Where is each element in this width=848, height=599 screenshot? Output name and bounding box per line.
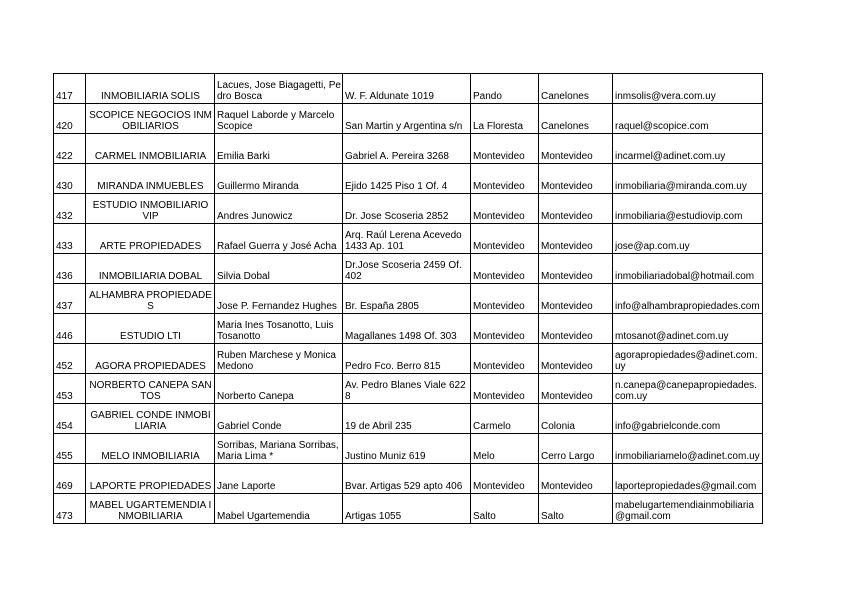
cell-city (471, 134, 539, 164)
cell-department (539, 494, 613, 524)
cell-text-name: ESTUDIO INMOBILIARIO VIP (92, 200, 209, 222)
cell-text-department: Montevideo (541, 301, 593, 312)
cell-text-id: 446 (56, 331, 73, 342)
cell-text-name: ALHAMBRA PROPIEDADES (89, 290, 212, 312)
cell-department (539, 134, 613, 164)
cell-contact (215, 164, 343, 194)
cell-text-department: Montevideo (541, 241, 593, 252)
cell-text-department: Colonia (541, 421, 575, 432)
cell-text-address: Bvar. Artigas 529 apto 406 (345, 481, 463, 492)
cell-id (54, 284, 86, 314)
cell-company-name (86, 344, 215, 374)
cell-email (613, 74, 763, 104)
cell-contact (215, 344, 343, 374)
cell-text-city: Montevideo (473, 271, 525, 282)
table-row (54, 434, 763, 464)
table-body (54, 74, 763, 524)
cell-company-name (86, 284, 215, 314)
cell-email (613, 104, 763, 134)
table-row (54, 404, 763, 434)
cell-contact (215, 74, 343, 104)
cell-company-name (86, 224, 215, 254)
cell-company-name (86, 134, 215, 164)
cell-text-email: info@gabrielconde.com (615, 421, 721, 432)
table-row (54, 374, 763, 404)
cell-department (539, 464, 613, 494)
cell-text-contact: Gabriel Conde (217, 421, 282, 432)
cell-city (471, 494, 539, 524)
cell-address (343, 254, 471, 284)
cell-address (343, 74, 471, 104)
cell-city (471, 464, 539, 494)
cell-text-department: Canelones (541, 121, 589, 132)
cell-id (54, 344, 86, 374)
cell-text-contact: Lacues, Jose Biagagetti, Pedro Bosca (217, 80, 341, 102)
cell-text-email: mtosanot@adinet.com.uy (615, 331, 729, 342)
cell-address (343, 314, 471, 344)
cell-city (471, 374, 539, 404)
cell-text-department: Cerro Largo (541, 451, 595, 462)
cell-text-email: raquel@scopice.com (615, 121, 709, 132)
cell-email (613, 314, 763, 344)
table-row (54, 284, 763, 314)
cell-company-name (86, 74, 215, 104)
cell-address (343, 104, 471, 134)
cell-text-id: 436 (56, 271, 73, 282)
cell-id (54, 434, 86, 464)
cell-company-name (86, 374, 215, 404)
cell-department (539, 314, 613, 344)
table-row (54, 464, 763, 494)
cell-id (54, 464, 86, 494)
cell-id (54, 314, 86, 344)
cell-company-name (86, 194, 215, 224)
cell-contact (215, 404, 343, 434)
cell-text-id: 432 (56, 211, 73, 222)
cell-email (613, 434, 763, 464)
cell-text-id: 417 (56, 91, 73, 102)
cell-id (54, 104, 86, 134)
cell-id (54, 164, 86, 194)
cell-city (471, 254, 539, 284)
table-row (54, 344, 763, 374)
cell-company-name (86, 314, 215, 344)
cell-address (343, 134, 471, 164)
cell-company-name (86, 494, 215, 524)
cell-text-email: inmobiliaria@estudiovip.com (615, 211, 743, 222)
cell-text-city: Pando (473, 91, 502, 102)
cell-department (539, 284, 613, 314)
cell-city (471, 314, 539, 344)
cell-address (343, 344, 471, 374)
cell-address (343, 374, 471, 404)
cell-department (539, 74, 613, 104)
cell-text-email: incarmel@adinet.com.uy (615, 151, 726, 162)
cell-city (471, 74, 539, 104)
cell-text-email: mabelugartemendiainmobiliaria@gmail.com (615, 500, 754, 522)
table-row (54, 134, 763, 164)
cell-text-city: Montevideo (473, 241, 525, 252)
cell-email (613, 464, 763, 494)
cell-text-email: inmobiliariamelo@adinet.com.uy (615, 451, 760, 462)
cell-text-department: Montevideo (541, 271, 593, 282)
cell-text-address: Dr.Jose Scoseria 2459 Of. 402 (345, 260, 462, 282)
cell-text-contact: Guillermo Miranda (217, 181, 299, 192)
cell-contact (215, 464, 343, 494)
cell-text-department: Montevideo (541, 331, 593, 342)
cell-address (343, 164, 471, 194)
cell-contact (215, 224, 343, 254)
cell-text-name: MELO INMOBILIARIA (101, 451, 200, 462)
cell-text-id: 469 (56, 481, 73, 492)
cell-text-id: 420 (56, 121, 73, 132)
cell-text-email: jose@ap.com.uy (615, 241, 690, 252)
cell-email (613, 224, 763, 254)
cell-text-name: AGORA PROPIEDADES (95, 361, 206, 372)
cell-id (54, 494, 86, 524)
cell-contact (215, 284, 343, 314)
cell-department (539, 254, 613, 284)
cell-text-email: info@alhambrapropiedades.com (615, 301, 760, 312)
table-row (54, 494, 763, 524)
cell-city (471, 164, 539, 194)
cell-text-address: Artigas 1055 (345, 511, 402, 522)
cell-text-city: Carmelo (473, 421, 511, 432)
cell-text-id: 437 (56, 301, 73, 312)
cell-text-name: GABRIEL CONDE INMOBILIARIA (90, 410, 211, 432)
cell-text-name: SCOPICE NEGOCIOS INMOBILIARIOS (89, 110, 212, 132)
table-row (54, 254, 763, 284)
cell-text-contact: Mabel Ugartemendia (217, 511, 310, 522)
cell-text-department: Montevideo (541, 151, 593, 162)
cell-id (54, 254, 86, 284)
cell-contact (215, 194, 343, 224)
cell-text-email: inmobiliariadobal@hotmail.com (615, 271, 755, 282)
cell-text-contact: Emilia Barki (217, 151, 270, 162)
cell-contact (215, 104, 343, 134)
cell-city (471, 194, 539, 224)
cell-department (539, 194, 613, 224)
cell-text-department: Montevideo (541, 361, 593, 372)
cell-city (471, 104, 539, 134)
cell-text-contact: Maria Ines Tosanotto, Luis Tosanotto (217, 320, 334, 342)
cell-email (613, 494, 763, 524)
cell-address (343, 434, 471, 464)
cell-contact (215, 434, 343, 464)
cell-address (343, 494, 471, 524)
cell-text-id: 455 (56, 451, 73, 462)
cell-email (613, 374, 763, 404)
cell-text-name: NORBERTO CANEPA SANTOS (89, 380, 212, 402)
cell-text-contact: Silvia Dobal (217, 271, 270, 282)
cell-text-contact: Raquel Laborde y Marcelo Scopice (217, 110, 335, 132)
table-row (54, 194, 763, 224)
cell-address (343, 284, 471, 314)
cell-text-department: Montevideo (541, 481, 593, 492)
cell-text-id: 433 (56, 241, 73, 252)
cell-text-name: ESTUDIO LTI (120, 331, 181, 342)
cell-text-contact: Jose P. Fernandez Hughes (217, 301, 337, 312)
cell-address (343, 224, 471, 254)
cell-text-name: ARTE PROPIEDADES (99, 241, 202, 252)
cell-city (471, 434, 539, 464)
table-row (54, 104, 763, 134)
cell-text-address: Gabriel A. Pereira 3268 (345, 151, 449, 162)
cell-id (54, 374, 86, 404)
table-row (54, 224, 763, 254)
cell-id (54, 134, 86, 164)
cell-contact (215, 494, 343, 524)
cell-text-name: MIRANDA INMUEBLES (97, 181, 204, 192)
cell-text-city: Montevideo (473, 391, 525, 402)
cell-text-city: La Floresta (473, 121, 524, 132)
cell-text-id: 473 (56, 511, 73, 522)
cell-text-name: CARMEL INMOBILIARIA (94, 151, 207, 162)
cell-company-name (86, 434, 215, 464)
cell-text-department: Montevideo (541, 181, 593, 192)
cell-contact (215, 254, 343, 284)
cell-text-name: LAPORTE PROPIEDADES (89, 481, 212, 492)
cell-text-city: Montevideo (473, 151, 525, 162)
cell-text-contact: Jane Laporte (217, 481, 276, 492)
cell-text-id: 454 (56, 421, 73, 432)
cell-text-address: San Martin y Argentina s/n (345, 121, 463, 132)
cell-text-email: inmobiliaria@miranda.com.uy (615, 181, 747, 192)
cell-department (539, 224, 613, 254)
cell-text-city: Montevideo (473, 181, 525, 192)
cell-text-city: Melo (473, 451, 495, 462)
cell-contact (215, 134, 343, 164)
cell-department (539, 164, 613, 194)
cell-text-address: Justino Muniz 619 (345, 451, 426, 462)
cell-contact (215, 374, 343, 404)
table-row (54, 314, 763, 344)
cell-text-email: inmsolis@vera.com.uy (615, 91, 716, 102)
cell-contact (215, 314, 343, 344)
cell-text-address: Ejido 1425 Piso 1 Of. 4 (345, 181, 448, 192)
cell-text-department: Montevideo (541, 211, 593, 222)
cell-text-id: 453 (56, 391, 73, 402)
cell-text-city: Salto (473, 511, 496, 522)
cell-department (539, 104, 613, 134)
cell-id (54, 224, 86, 254)
cell-department (539, 374, 613, 404)
cell-text-address: Av. Pedro Blanes Viale 6228 (345, 380, 466, 402)
cell-text-id: 422 (56, 151, 73, 162)
cell-email (613, 164, 763, 194)
cell-text-city: Montevideo (473, 331, 525, 342)
cell-company-name (86, 104, 215, 134)
cell-id (54, 74, 86, 104)
cell-text-department: Canelones (541, 91, 589, 102)
cell-text-address: W. F. Aldunate 1019 (345, 91, 434, 102)
cell-company-name (86, 404, 215, 434)
cell-text-contact: Ruben Marchese y Monica Medono (217, 350, 336, 372)
cell-email (613, 284, 763, 314)
cell-text-address: Pedro Fco. Berro 815 (345, 361, 441, 372)
cell-id (54, 194, 86, 224)
cell-text-id: 430 (56, 181, 73, 192)
cell-email (613, 254, 763, 284)
cell-text-city: Montevideo (473, 361, 525, 372)
cell-company-name (86, 164, 215, 194)
cell-address (343, 404, 471, 434)
real-estate-table (53, 73, 763, 524)
cell-text-address: 19 de Abril 235 (345, 421, 412, 432)
cell-email (613, 344, 763, 374)
cell-city (471, 284, 539, 314)
cell-text-address: Dr. Jose Scoseria 2852 (345, 211, 449, 222)
cell-text-city: Montevideo (473, 301, 525, 312)
cell-department (539, 404, 613, 434)
cell-text-department: Salto (541, 511, 564, 522)
cell-email (613, 404, 763, 434)
cell-company-name (86, 464, 215, 494)
cell-text-email: laportepropiedades@gmail.com (615, 481, 757, 492)
cell-text-city: Montevideo (473, 211, 525, 222)
cell-city (471, 224, 539, 254)
cell-address (343, 194, 471, 224)
cell-department (539, 434, 613, 464)
cell-department (539, 344, 613, 374)
cell-city (471, 344, 539, 374)
cell-text-address: Arq. Raúl Lerena Acevedo 1433 Ap. 101 (345, 230, 462, 252)
cell-email (613, 194, 763, 224)
cell-text-city: Montevideo (473, 481, 525, 492)
cell-text-id: 452 (56, 361, 73, 372)
cell-text-contact: Andres Junowicz (217, 211, 293, 222)
cell-text-address: Br. España 2805 (345, 301, 419, 312)
cell-text-contact: Rafael Guerra y José Acha (217, 241, 337, 252)
cell-text-name: MABEL UGARTEMENDIA INMOBILIARIA (89, 500, 212, 522)
cell-email (613, 134, 763, 164)
table-row (54, 74, 763, 104)
cell-id (54, 404, 86, 434)
cell-text-address: Magallanes 1498 Of. 303 (345, 331, 457, 342)
cell-text-contact: Sorribas, Mariana Sorribas, Maria Lima * (217, 440, 339, 462)
table-row (54, 164, 763, 194)
cell-city (471, 404, 539, 434)
cell-text-name: INMOBILIARIA SOLIS (101, 91, 200, 102)
cell-text-email: n.canepa@canepapropiedades.com.uy (615, 380, 757, 402)
cell-text-department: Montevideo (541, 391, 593, 402)
cell-text-email: agorapropiedades@adinet.com.uy (615, 350, 758, 372)
cell-address (343, 464, 471, 494)
cell-company-name (86, 254, 215, 284)
cell-text-contact: Norberto Canepa (217, 391, 294, 402)
cell-text-name: INMOBILIARIA DOBAL (98, 271, 203, 282)
